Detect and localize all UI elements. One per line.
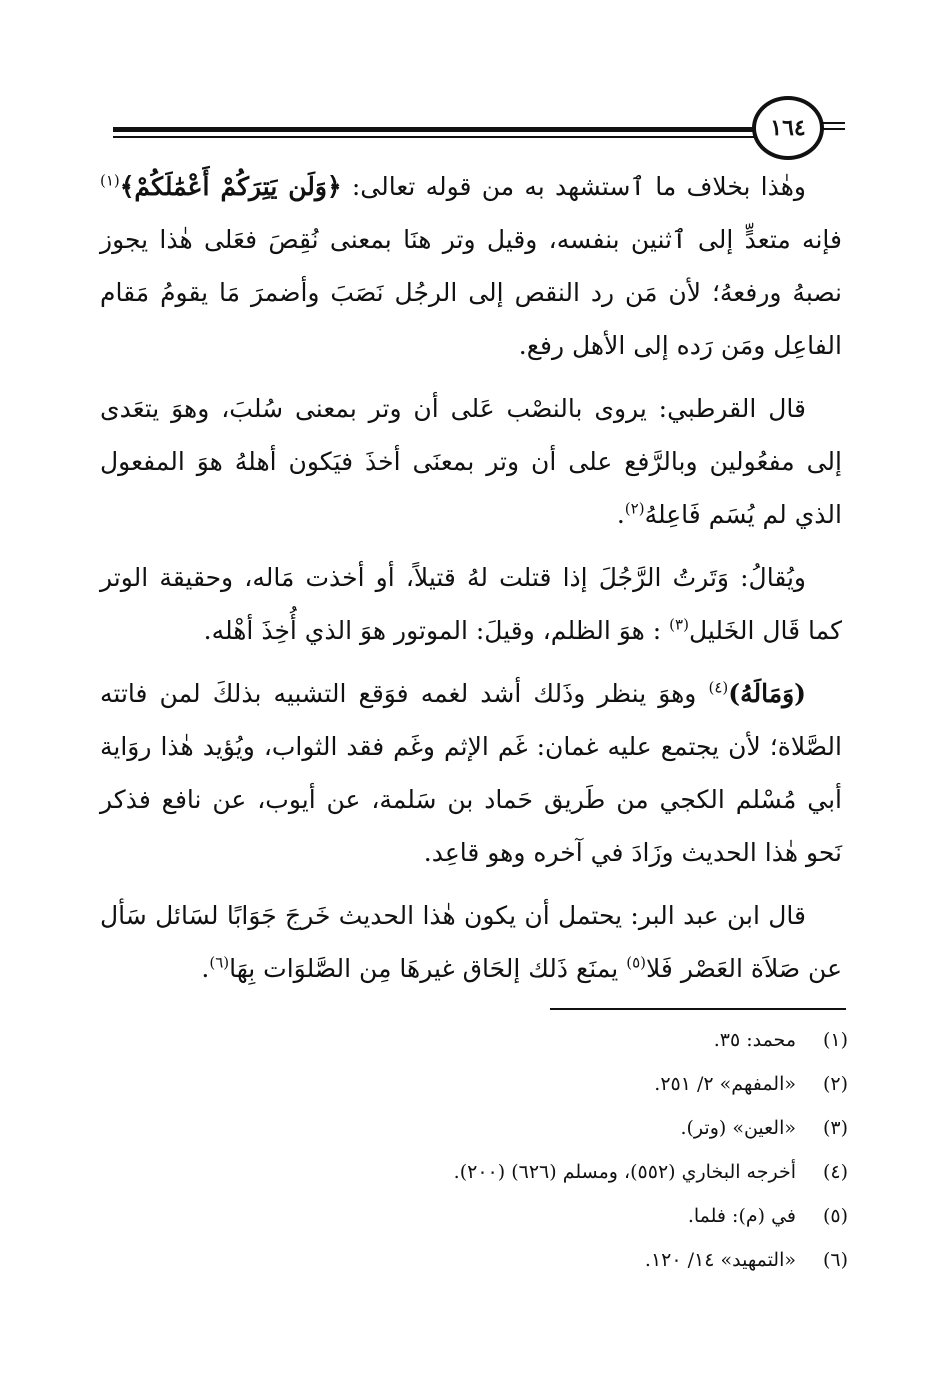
page-header [0, 0, 952, 170]
footnote-3 [300, 1106, 848, 1150]
footnote-text: «المفهم» ٢/ ٢٥١. [654, 1073, 796, 1095]
footnote-text: محمد: ٣٥. [713, 1029, 796, 1051]
footnote-ref: (٥) [626, 953, 646, 972]
footnote-ref: (٦) [209, 953, 230, 972]
page-number-badge [752, 96, 824, 160]
footnote-4 [300, 1150, 848, 1194]
footnote-text: «العين» (وتر). [680, 1117, 796, 1139]
text-run: فإنه متعدٍّ إلى ٱثنين بنفسه، وقيل وتر هنَا بمعنى نُقِصَ فعَلى هٰذا يجوز نصبهُ ورفعهُ؛ لأن مَن رد النقص إلى الرجُل نَصَبَ وأضمرَ مَا يقومُ مَقام الفاعِل ومَن رَده إلى الأهل رفع. [100, 225, 842, 360]
footnote-number: (٤) [822, 1161, 848, 1183]
quran-verse: ﴿وَلَن يَتِرَكُمْ أَعْمَٰلَكُمْ﴾ [119, 172, 342, 201]
quoted-phrase: (وَمَالَهُ) [728, 679, 806, 708]
footnote-6 [300, 1238, 848, 1282]
footnote-number: (٥) [822, 1205, 848, 1227]
footnote-text: أخرجه البخاري (٥٥٢)، ومسلم (٦٢٦) (٢٠٠). [453, 1161, 796, 1183]
footnote-text: في (م): فلما. [687, 1205, 796, 1227]
paragraph-1 [100, 160, 842, 372]
text-run: قال ابن عبد البر: يحتمل أن يكون هٰذا الحديث خَرجَ جَوَابًا لسَائل سَأل عن صَلاَة العَصْر فَلا [100, 901, 842, 983]
paragraph-2 [100, 382, 842, 541]
footnote-1 [300, 1018, 848, 1062]
footnote-ref: (١) [100, 171, 120, 190]
footnote-ref: (٣) [669, 615, 689, 634]
footnote-number: (٢) [822, 1073, 848, 1095]
footnote-5 [300, 1194, 848, 1238]
text-run: ويُقالُ: وَتَرتُ الرَّجُلَ إذا قتلت لهُ قتيلاً، أو أخذت مَاله، وحقيقة الوتر كما قَال الخَليل [100, 563, 842, 645]
paragraph-3 [100, 551, 842, 657]
footnotes [300, 1018, 848, 1282]
footnote-number: (١) [822, 1029, 848, 1051]
footnote-2 [300, 1062, 848, 1106]
footnote-ref: (٤) [708, 678, 729, 697]
text-run: . [201, 954, 210, 983]
header-rule-thick [113, 127, 758, 132]
text-run: وهٰذا بخلاف ما ٱستشهد به من قوله تعالى: [341, 172, 806, 201]
text-run: وهوَ ينظر وذَلك أشد لغمه فوَقع التشبيه بذلكَ لمن فاتته الصَّلاة؛ لأن يجتمع عليه غمان: غَم الإثم وغَم فقد الثواب، ويُؤيد هٰذا روَاية أبي مُسْلم الكجي من طَريق حَماد بن سَلمة، عن أيوب، عن نافع فذكر نَحو هٰذا الحديث وزَادَ في آخره وهو قاعِد. [100, 679, 842, 867]
text-run: يمنَع ذَلك إلحَاق غيرهَا مِن الصَّلوَات بِهَا [229, 954, 627, 983]
footnote-separator [550, 1008, 846, 1010]
footnote-ref: (٢) [624, 499, 645, 518]
text-run: : هوَ الظلم، وقيلَ: الموتور هوَ الذي أُخِذَ أهْله. [203, 616, 670, 645]
footnote-number: (٦) [822, 1249, 848, 1271]
text-run: قال القرطبي: يروى بالنصْب عَلى أن وتر بمعنى سُلبَ، وهوَ يتعَدى إلى مفعُولين وبالرَّفع على أن وتر بمعنَى أخذَ فيَكون أهلهُ هوَ المفعول الذي لم يُسَم فَاعِلهُ [100, 394, 842, 529]
text-run: . [616, 500, 625, 529]
paragraph-5 [100, 889, 842, 995]
header-rule-thin [113, 136, 758, 138]
footnote-text: «التمهيد» ١٤/ ١٢٠. [644, 1249, 796, 1271]
main-text [100, 160, 842, 1005]
page-number: ١٦٤ [770, 115, 806, 141]
paragraph-4 [100, 667, 842, 879]
footnote-number: (٣) [822, 1117, 848, 1139]
